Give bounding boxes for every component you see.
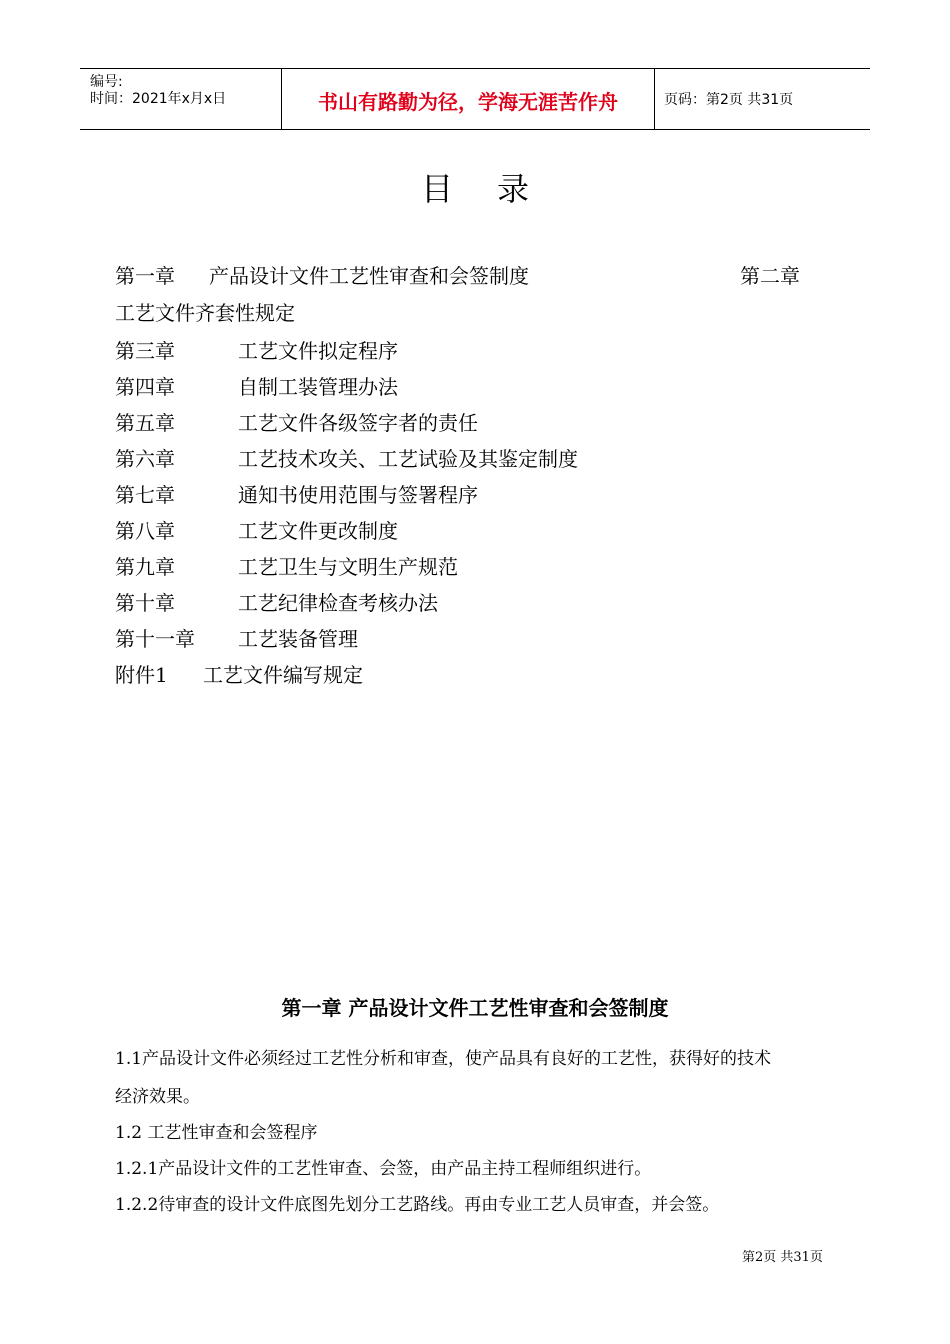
toc-item-title: 通知书使用范围与签署程序 [238, 483, 478, 507]
toc-title: 目录 [420, 170, 573, 208]
toc-item-title: 自制工装管理办法 [238, 375, 398, 399]
toc-chapter: 第六章 [115, 447, 175, 471]
toc-item-title: 工艺纪律检查考核办法 [238, 591, 438, 615]
toc-chapter: 第七章 [115, 483, 175, 507]
toc-chapter: 第十章 [115, 591, 175, 615]
toc-chapter: 第五章 [115, 411, 175, 435]
time-label: 时间：2021年x月x日 [90, 91, 227, 107]
header-info-cell [80, 69, 282, 129]
header-motto-cell [282, 69, 655, 129]
footer-page-label: 第2页 共31页 [742, 1250, 823, 1265]
paragraph: 1.2 工艺性审查和会签程序 [115, 1123, 318, 1143]
toc-item-title: 工艺技术攻关、工艺试验及其鉴定制度 [238, 447, 578, 471]
paragraph: 经济效果。 [115, 1087, 200, 1107]
toc-item-title: 工艺卫生与文明生产规范 [238, 555, 458, 579]
toc-chapter: 第八章 [115, 519, 175, 543]
toc-chapter: 第四章 [115, 375, 175, 399]
toc-chapter: 第十一章 [115, 627, 195, 651]
section-title: 第一章 产品设计文件工艺性审查和会签制度 [281, 996, 669, 1020]
number-label: 编号: [90, 74, 123, 90]
motto-text: 书山有路勤为径，学海无涯苦作舟 [318, 90, 618, 114]
toc-item-title: 工艺文件各级签字者的责任 [238, 411, 478, 435]
paragraph: 1.2.1产品设计文件的工艺性审查、会签，由产品主持工程师组织进行。 [115, 1159, 652, 1179]
toc-item-title: 工艺文件更改制度 [238, 519, 398, 543]
paragraph: 1.1产品设计文件必须经过工艺性分析和审查，使产品具有良好的工艺性，获得好的技术 [115, 1049, 772, 1069]
toc-chapter: 第二章 [740, 264, 800, 288]
toc-chapter: 第三章 [115, 339, 175, 363]
toc-item-title: 工艺文件拟定程序 [238, 339, 398, 363]
toc-chapter: 第九章 [115, 555, 175, 579]
toc-item-title: 工艺装备管理 [238, 627, 358, 651]
toc-chapter: 第一章 [115, 264, 175, 288]
toc-chapter: 附件1 [115, 663, 168, 687]
paragraph: 1.2.2待审查的设计文件底图先划分工艺路线。再由专业工艺人员审查，并会签。 [115, 1195, 720, 1215]
toc-item-title: 工艺文件编写规定 [203, 663, 363, 687]
toc-item-title: 产品设计文件工艺性审查和会签制度 [209, 264, 529, 288]
header-page-label: 页码：第2页 共31页 [664, 92, 794, 108]
toc-item-title: 工艺文件齐套性规定 [115, 301, 295, 325]
page-header [80, 68, 870, 130]
